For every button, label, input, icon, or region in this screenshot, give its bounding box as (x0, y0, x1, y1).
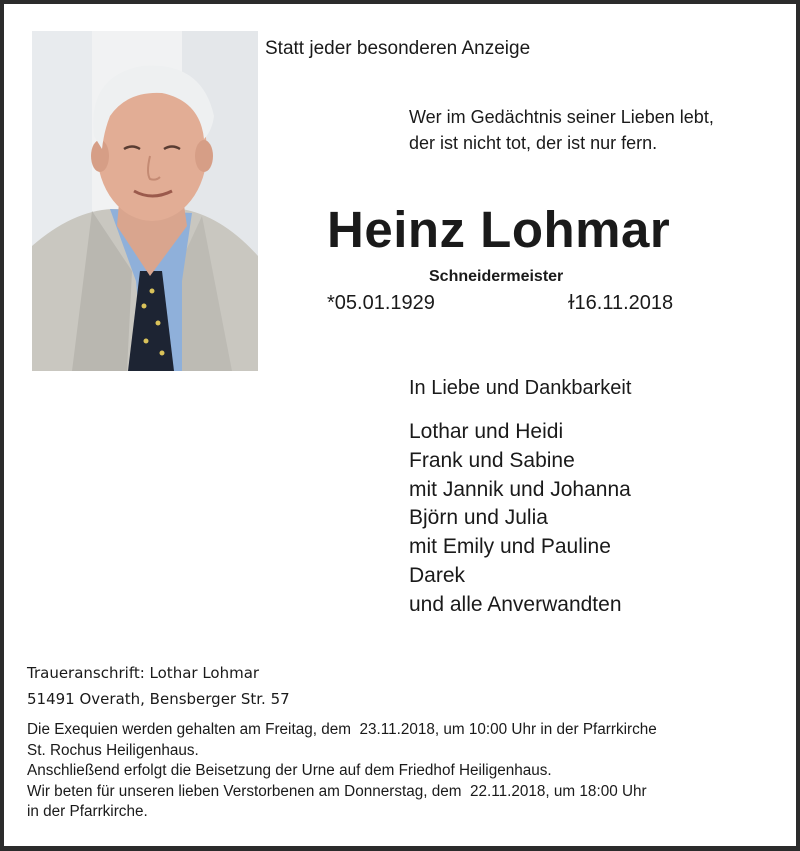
death-date: ɫ16.11.2018 (568, 292, 674, 314)
notice-line: St. Rochus Heiligenhaus. (27, 741, 199, 759)
mourners-list (409, 418, 631, 620)
mourner-line: Frank und Sabine (409, 448, 575, 472)
notice-line: in der Pfarrkirche. (27, 803, 148, 820)
deceased-name: Heinz Lohmar (327, 201, 671, 258)
notice-line: Wir beten für unseren lieben Verstorbenen am Donnerstag, dem 22.11.2018, um 18:00 Uhr (27, 782, 647, 800)
memorial-quote (409, 104, 714, 156)
portrait-photo (32, 31, 258, 371)
mourner-line: Lothar und Heidi (409, 420, 564, 443)
deceased-profession: Schneidermeister (429, 268, 564, 285)
mourner-line: mit Jannik und Johanna (409, 477, 631, 501)
quote-line: der ist nicht tot, der ist nur fern. (409, 133, 658, 153)
mourner-line: Björn und Julia (409, 506, 548, 530)
mourner-line: und alle Anverwandten (409, 592, 622, 616)
quote-line: Wer im Gedächtnis seiner Lieben lebt, (409, 107, 714, 127)
funeral-notice (27, 720, 657, 823)
birth-date: *05.01.1929 (327, 292, 435, 314)
header-note: Statt jeder besonderen Anzeige (265, 38, 531, 59)
closing-phrase: In Liebe und Dankbarkeit (409, 377, 632, 399)
notice-line: Die Exequien werden gehalten am Freitag, dem 23.11.2018, um 10:00 Uhr in der Pfarrkirche (27, 721, 657, 738)
mourning-address (27, 660, 290, 712)
mourner-line: Darek (409, 563, 466, 587)
address-line: Traueranschrift: Lothar Lohmar (27, 664, 260, 682)
address-line: 51491 Overath, Bensberger Str. 57 (27, 690, 290, 708)
mourner-line: mit Emily und Pauline (409, 535, 611, 559)
notice-line: Anschließend erfolgt die Beisetzung der Urne auf dem Friedhof Heiligenhaus. (27, 762, 552, 779)
